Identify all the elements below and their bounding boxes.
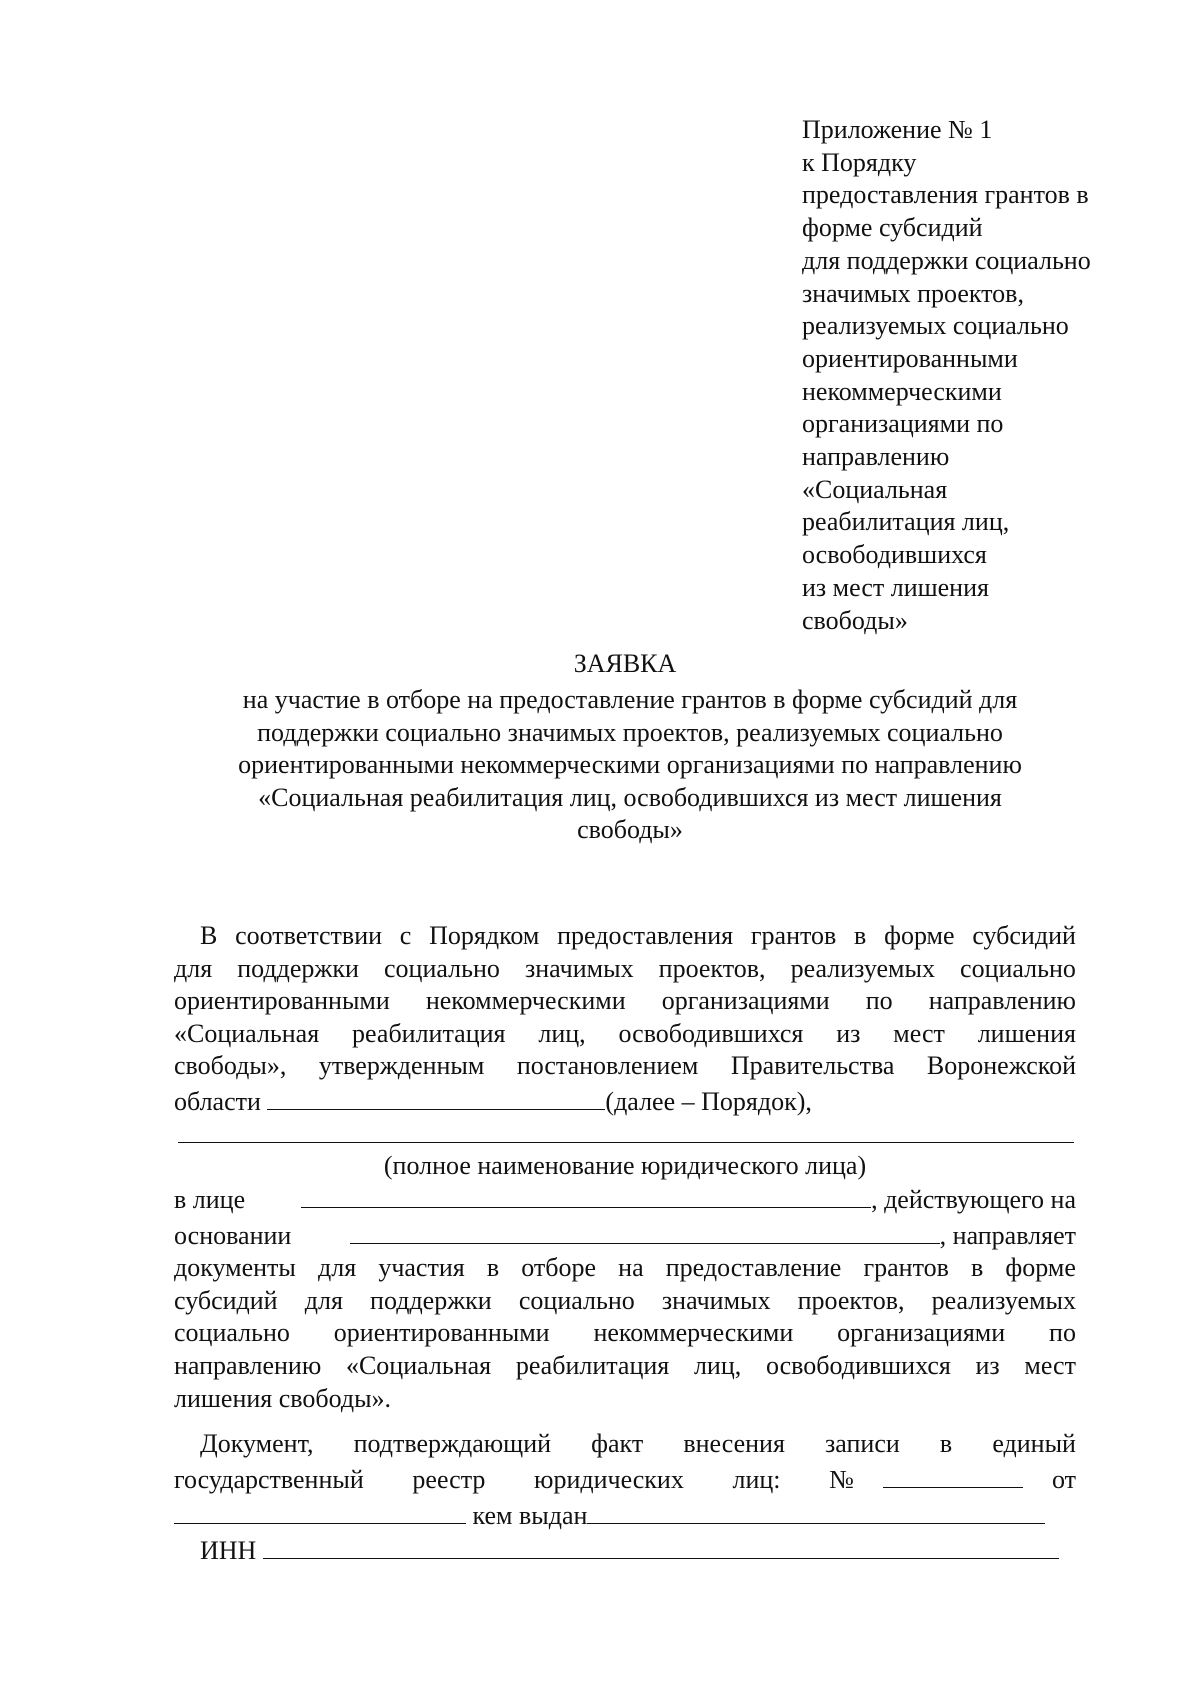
- appendix-line: предоставления грантов в: [802, 180, 1089, 210]
- issued-by-blank-field[interactable]: [587, 1497, 1045, 1524]
- word: внесения: [683, 1429, 785, 1458]
- text-line: [174, 1083, 1076, 1119]
- word: государственный: [174, 1464, 364, 1494]
- word: факт: [591, 1429, 644, 1458]
- word: «Социальная: [174, 1018, 320, 1048]
- text-line: [174, 1252, 1076, 1285]
- word: лиц,: [538, 1018, 586, 1048]
- word: из: [836, 1018, 861, 1048]
- text-line: [174, 953, 1076, 986]
- appendix-line: Приложение № 1: [802, 115, 993, 144]
- word: организациями: [661, 986, 830, 1016]
- appendix-line: форме субсидий: [802, 213, 983, 243]
- word: реабилитация: [515, 1350, 670, 1380]
- document-subtitle: [180, 684, 1080, 847]
- resolution-blank-field[interactable]: [267, 1083, 605, 1110]
- word: социально: [174, 1318, 290, 1348]
- word: освободившихся: [765, 1350, 951, 1380]
- subtitle-line: поддержки социально значимых проектов, реализуемых социально: [257, 717, 1003, 747]
- intro-paragraph: [174, 920, 1076, 1119]
- word: отборе: [521, 1253, 597, 1283]
- appendix-line: некоммерческими: [802, 376, 1002, 406]
- text-line: [174, 1285, 1076, 1318]
- word: организациями: [837, 1318, 1006, 1348]
- word: некоммерческими: [593, 1318, 794, 1348]
- document-title: ЗАЯВКА: [573, 649, 677, 678]
- word: значимых: [524, 953, 634, 983]
- appendix-line: направлению: [802, 442, 950, 472]
- word: субсидий: [174, 1285, 278, 1315]
- registry-number-blank-field[interactable]: [883, 1461, 1023, 1488]
- text-line: [174, 1532, 1076, 1568]
- subtitle-line: на участие в отборе на предоставление грантов в форме субсидий для: [242, 685, 1018, 714]
- appendix-line: освободившихся: [802, 540, 987, 570]
- word: №: [829, 1464, 854, 1494]
- word: грантов: [863, 1253, 949, 1283]
- word: документы: [174, 1253, 296, 1283]
- word: проектов,: [658, 953, 766, 983]
- word: единый: [992, 1429, 1076, 1458]
- representative-name-blank-field[interactable]: [301, 1181, 871, 1208]
- word: социально: [384, 953, 500, 983]
- appendix-line: реализуемых социально: [802, 311, 1069, 341]
- word: в: [971, 1253, 984, 1283]
- word: постановлением: [516, 1051, 699, 1081]
- word: «Социальная: [345, 1350, 492, 1380]
- basis-blank-field[interactable]: [350, 1217, 940, 1244]
- word: лишения: [977, 1018, 1076, 1048]
- word: в: [486, 1253, 500, 1283]
- word: грантов: [750, 921, 837, 950]
- text-line: [174, 1461, 1076, 1497]
- word: Порядком: [429, 921, 540, 950]
- word: освободившихся: [618, 1018, 804, 1048]
- appendix-line: «Социальная: [802, 474, 948, 504]
- word: субсидий: [972, 921, 1076, 950]
- text-fragment: , действующего на: [871, 1185, 1076, 1214]
- inn-label: ИНН: [200, 1536, 257, 1566]
- word: поддержки: [370, 1285, 492, 1315]
- word: ориентированными: [174, 986, 390, 1016]
- word: утвержденным: [318, 1051, 485, 1081]
- word: поддержки: [237, 953, 359, 983]
- word: соответствии: [235, 921, 383, 950]
- text-line: [174, 1350, 1076, 1383]
- word: в: [939, 1429, 953, 1458]
- word: реестр: [412, 1464, 486, 1494]
- appendix-line: из мест лишения: [802, 572, 989, 602]
- word: записи: [825, 1429, 900, 1458]
- word: для: [318, 1253, 357, 1283]
- word: Правительства: [730, 1051, 895, 1081]
- appendix-line: свободы»: [802, 605, 908, 635]
- subtitle-line: свободы»: [577, 815, 683, 844]
- word: проектов,: [797, 1285, 905, 1315]
- text-fragment: области: [174, 1086, 261, 1116]
- word: свободы»,: [174, 1051, 287, 1081]
- text-line: [174, 1428, 1076, 1461]
- text-line: [174, 1497, 1076, 1533]
- text-line: [174, 1050, 1076, 1083]
- word: некоммерческими: [425, 986, 626, 1016]
- word: из: [975, 1350, 1000, 1380]
- word: В: [200, 921, 218, 950]
- appendix-line: для поддержки социально: [802, 245, 1091, 275]
- word: юридических: [534, 1464, 684, 1494]
- word: по: [865, 986, 893, 1016]
- appendix-line: к Порядку: [802, 147, 917, 177]
- text-line: [174, 1181, 1076, 1217]
- text-line: [174, 1317, 1076, 1350]
- text-fragment: (далее – Порядок),: [605, 1086, 812, 1116]
- word: социально: [960, 953, 1076, 983]
- word: реабилитация: [352, 1018, 506, 1048]
- subtitle-line: «Социальная реабилитация лиц, освободившихся из мест лишения: [258, 782, 1002, 812]
- word: значимых: [661, 1285, 771, 1315]
- word: с: [399, 921, 412, 950]
- word: предоставления: [557, 921, 734, 950]
- appendix-line: ориентированными: [802, 343, 1018, 373]
- word: мест: [1024, 1350, 1076, 1380]
- subtitle-line: ориентированными некоммерческими организациями по направлению: [238, 750, 1022, 779]
- word: в: [854, 921, 867, 950]
- word: направлению: [174, 1350, 322, 1380]
- word: ориентированными: [333, 1318, 550, 1348]
- text-line: лишения свободы».: [174, 1383, 392, 1413]
- word: для: [174, 953, 213, 983]
- text-fragment: основании: [174, 1220, 292, 1250]
- registry-date-blank-field[interactable]: [174, 1497, 466, 1524]
- word: лиц:: [732, 1464, 781, 1494]
- text-fragment: кем выдан: [472, 1500, 588, 1530]
- word: форме: [1005, 1253, 1076, 1283]
- word: социально: [518, 1285, 635, 1315]
- inn-blank-field[interactable]: [263, 1532, 1059, 1559]
- word: форме: [884, 921, 955, 950]
- word: для: [304, 1285, 343, 1315]
- legal-entity-name-blank-field[interactable]: [178, 1142, 1074, 1143]
- text-line: [174, 920, 1076, 953]
- text-line: [174, 985, 1076, 1018]
- word: подтверждающий: [353, 1429, 552, 1458]
- word: направлению: [928, 986, 1076, 1016]
- word: по: [1049, 1318, 1076, 1348]
- text-fragment: от: [1051, 1464, 1076, 1494]
- text-fragment: , направляет: [939, 1220, 1076, 1250]
- word: предоставление: [665, 1253, 842, 1283]
- appendix-note: [802, 114, 1142, 637]
- word: Воронежской: [926, 1051, 1076, 1081]
- word: на: [618, 1253, 644, 1283]
- word: лиц,: [693, 1350, 742, 1380]
- word: реализуемых: [931, 1285, 1076, 1315]
- representative-paragraph: [174, 1181, 1076, 1415]
- appendix-line: организациями по: [802, 409, 1004, 439]
- word: участия: [378, 1253, 465, 1283]
- text-fragment: в лице: [174, 1185, 246, 1214]
- word: реализуемых: [790, 953, 935, 983]
- legal-entity-name-caption: (полное наименование юридического лица): [383, 1151, 867, 1180]
- word: Документ,: [200, 1429, 314, 1458]
- word: мест: [893, 1018, 945, 1048]
- appendix-line: реабилитация лиц,: [802, 507, 1010, 537]
- registry-paragraph: [174, 1428, 1076, 1568]
- text-line: [174, 1018, 1076, 1051]
- text-line: [174, 1217, 1076, 1253]
- appendix-line: значимых проектов,: [802, 278, 1024, 308]
